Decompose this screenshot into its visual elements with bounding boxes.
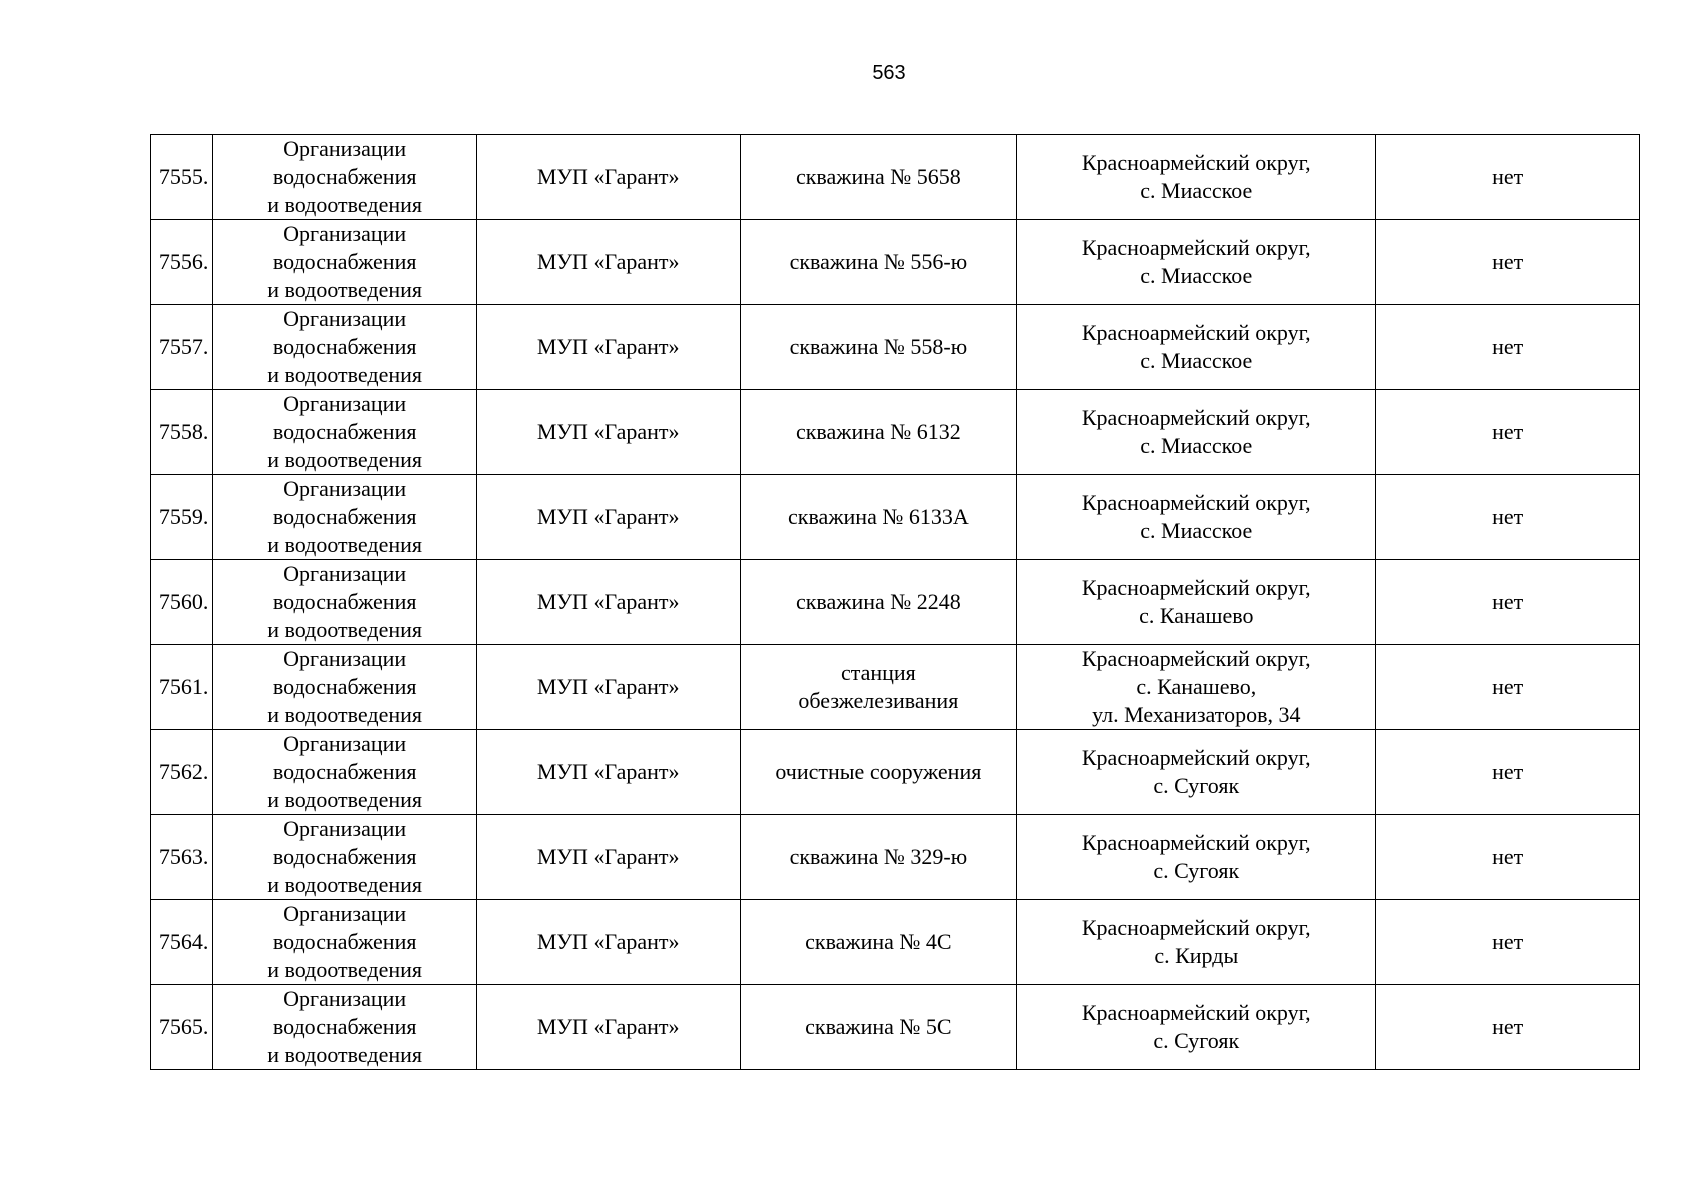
object-cell-line: очистные сооружения: [775, 759, 982, 784]
value-cell: нет: [1376, 135, 1640, 220]
row-number-cell: 7563.: [151, 815, 213, 900]
organization-cell: МУП «Гарант»: [476, 815, 740, 900]
category-cell-line: и водоотведения: [267, 787, 423, 812]
address-cell-line: с. Миасское: [1140, 178, 1253, 203]
category-cell-line: Организации: [283, 136, 407, 161]
object-cell-line: станция: [840, 660, 916, 685]
category-cell: [213, 220, 477, 305]
category-cell-line: водоснабжения: [272, 504, 417, 529]
row-number-cell: 7560.: [151, 560, 213, 645]
object-cell-line: скважина № 4С: [805, 929, 952, 954]
value-cell: нет: [1376, 220, 1640, 305]
row-number-cell: 7559.: [151, 475, 213, 560]
object-cell: [740, 985, 1017, 1070]
address-cell-line: с. Миасское: [1140, 348, 1253, 373]
category-cell-line: водоснабжения: [272, 929, 417, 954]
category-cell-line: и водоотведения: [267, 617, 423, 642]
category-cell-line: водоснабжения: [272, 164, 417, 189]
row-number-cell: 7556.: [151, 220, 213, 305]
address-cell-line: Красноармейский округ,: [1081, 405, 1311, 430]
object-cell: [740, 475, 1017, 560]
table-row: [151, 560, 1640, 645]
address-cell-line: с. Сугояк: [1153, 773, 1240, 798]
category-cell-line: водоснабжения: [272, 589, 417, 614]
address-cell-line: Красноармейский округ,: [1081, 490, 1311, 515]
category-cell-line: водоснабжения: [272, 844, 417, 869]
category-cell-line: водоснабжения: [272, 674, 417, 699]
table-row: [151, 985, 1640, 1070]
address-cell-line: Красноармейский округ,: [1081, 150, 1311, 175]
row-number-cell: 7558.: [151, 390, 213, 475]
address-cell-line: Красноармейский округ,: [1081, 830, 1311, 855]
table-body: [151, 135, 1640, 1070]
category-cell-line: и водоотведения: [267, 957, 423, 982]
object-cell: [740, 390, 1017, 475]
value-cell: нет: [1376, 305, 1640, 390]
address-cell-line: Красноармейский округ,: [1081, 646, 1311, 671]
category-cell: [213, 475, 477, 560]
organization-cell: МУП «Гарант»: [476, 305, 740, 390]
address-cell-line: с. Сугояк: [1153, 1028, 1240, 1053]
organization-cell: МУП «Гарант»: [476, 475, 740, 560]
object-cell-line: скважина № 6132: [795, 419, 961, 444]
category-cell-line: Организации: [283, 986, 407, 1011]
row-number-cell: 7561.: [151, 645, 213, 730]
table-row: [151, 645, 1640, 730]
value-cell: нет: [1376, 985, 1640, 1070]
category-cell-line: водоснабжения: [272, 334, 417, 359]
category-cell-line: и водоотведения: [267, 362, 423, 387]
object-cell-line: скважина № 556-ю: [789, 249, 968, 274]
table-row: [151, 815, 1640, 900]
address-cell: [1017, 135, 1376, 220]
organization-cell: МУП «Гарант»: [476, 985, 740, 1070]
address-cell: [1017, 730, 1376, 815]
category-cell-line: водоснабжения: [272, 759, 417, 784]
table-row: [151, 475, 1640, 560]
category-cell-line: Организации: [283, 476, 407, 501]
address-cell-line: с. Канашево,: [1136, 674, 1257, 699]
value-cell: нет: [1376, 730, 1640, 815]
page-number: 563: [872, 62, 906, 84]
table-row: [151, 730, 1640, 815]
table-row: [151, 900, 1640, 985]
address-cell-line: Красноармейский округ,: [1081, 915, 1311, 940]
object-cell: [740, 730, 1017, 815]
category-cell-line: и водоотведения: [267, 1042, 423, 1067]
object-cell: [740, 900, 1017, 985]
category-cell-line: Организации: [283, 646, 407, 671]
value-cell: нет: [1376, 900, 1640, 985]
category-cell-line: Организации: [283, 816, 407, 841]
organization-cell: МУП «Гарант»: [476, 645, 740, 730]
object-cell-line: скважина № 329-ю: [789, 844, 968, 869]
organization-cell: МУП «Гарант»: [476, 220, 740, 305]
organization-cell: МУП «Гарант»: [476, 135, 740, 220]
address-cell-line: с. Канашево: [1139, 603, 1254, 628]
category-cell-line: и водоотведения: [267, 277, 423, 302]
category-cell-line: водоснабжения: [272, 419, 417, 444]
address-cell: [1017, 985, 1376, 1070]
category-cell: [213, 390, 477, 475]
table-row: [151, 390, 1640, 475]
table-row: [151, 135, 1640, 220]
organization-cell: МУП «Гарант»: [476, 900, 740, 985]
address-cell-line: Красноармейский округ,: [1081, 235, 1311, 260]
address-cell: [1017, 390, 1376, 475]
object-cell-line: скважина № 5658: [795, 164, 961, 189]
table-row: [151, 305, 1640, 390]
category-cell-line: и водоотведения: [267, 447, 423, 472]
category-cell: [213, 730, 477, 815]
category-cell-line: Организации: [283, 901, 407, 926]
object-cell: [740, 815, 1017, 900]
object-cell-line: скважина № 6133А: [788, 504, 969, 529]
address-cell-line: с. Кирды: [1154, 943, 1239, 968]
organization-cell: МУП «Гарант»: [476, 390, 740, 475]
category-cell: [213, 900, 477, 985]
value-cell: нет: [1376, 390, 1640, 475]
category-cell-line: и водоотведения: [267, 532, 423, 557]
object-cell: [740, 305, 1017, 390]
row-number-cell: 7565.: [151, 985, 213, 1070]
category-cell: [213, 135, 477, 220]
address-cell-line: Красноармейский округ,: [1081, 575, 1311, 600]
category-cell-line: и водоотведения: [267, 192, 423, 217]
address-cell: [1017, 305, 1376, 390]
object-cell: [740, 135, 1017, 220]
address-cell-line: Красноармейский округ,: [1081, 320, 1311, 345]
address-cell-line: с. Сугояк: [1153, 858, 1240, 883]
category-cell-line: Организации: [283, 306, 407, 331]
value-cell: нет: [1376, 815, 1640, 900]
category-cell: [213, 560, 477, 645]
address-cell-line: с. Миасское: [1140, 433, 1253, 458]
address-cell: [1017, 815, 1376, 900]
row-number-cell: 7555.: [151, 135, 213, 220]
object-cell: [740, 645, 1017, 730]
address-cell: [1017, 475, 1376, 560]
category-cell: [213, 815, 477, 900]
registry-table: [150, 134, 1640, 1070]
organization-cell: МУП «Гарант»: [476, 560, 740, 645]
category-cell-line: и водоотведения: [267, 872, 423, 897]
table-row: [151, 220, 1640, 305]
category-cell-line: водоснабжения: [272, 1014, 417, 1039]
address-cell-line: ул. Механизаторов, 34: [1092, 702, 1301, 727]
address-cell-line: с. Миасское: [1140, 518, 1253, 543]
category-cell-line: Организации: [283, 731, 407, 756]
category-cell-line: Организации: [283, 391, 407, 416]
address-cell-line: Красноармейский округ,: [1081, 745, 1311, 770]
object-cell-line: скважина № 5С: [805, 1014, 952, 1039]
address-cell: [1017, 645, 1376, 730]
address-cell: [1017, 900, 1376, 985]
category-cell-line: и водоотведения: [267, 702, 423, 727]
address-cell-line: с. Миасское: [1140, 263, 1253, 288]
object-cell-line: скважина № 558-ю: [789, 334, 968, 359]
category-cell: [213, 985, 477, 1070]
category-cell-line: Организации: [283, 221, 407, 246]
address-cell-line: Красноармейский округ,: [1081, 1000, 1311, 1025]
row-number-cell: 7564.: [151, 900, 213, 985]
value-cell: нет: [1376, 645, 1640, 730]
organization-cell: МУП «Гарант»: [476, 730, 740, 815]
value-cell: нет: [1376, 560, 1640, 645]
object-cell-line: скважина № 2248: [795, 589, 961, 614]
address-cell: [1017, 220, 1376, 305]
category-cell: [213, 305, 477, 390]
object-cell-line: обезжелезивания: [798, 688, 959, 713]
category-cell-line: водоснабжения: [272, 249, 417, 274]
row-number-cell: 7557.: [151, 305, 213, 390]
row-number-cell: 7562.: [151, 730, 213, 815]
address-cell: [1017, 560, 1376, 645]
value-cell: нет: [1376, 475, 1640, 560]
object-cell: [740, 220, 1017, 305]
category-cell: [213, 645, 477, 730]
category-cell-line: Организации: [283, 561, 407, 586]
object-cell: [740, 560, 1017, 645]
